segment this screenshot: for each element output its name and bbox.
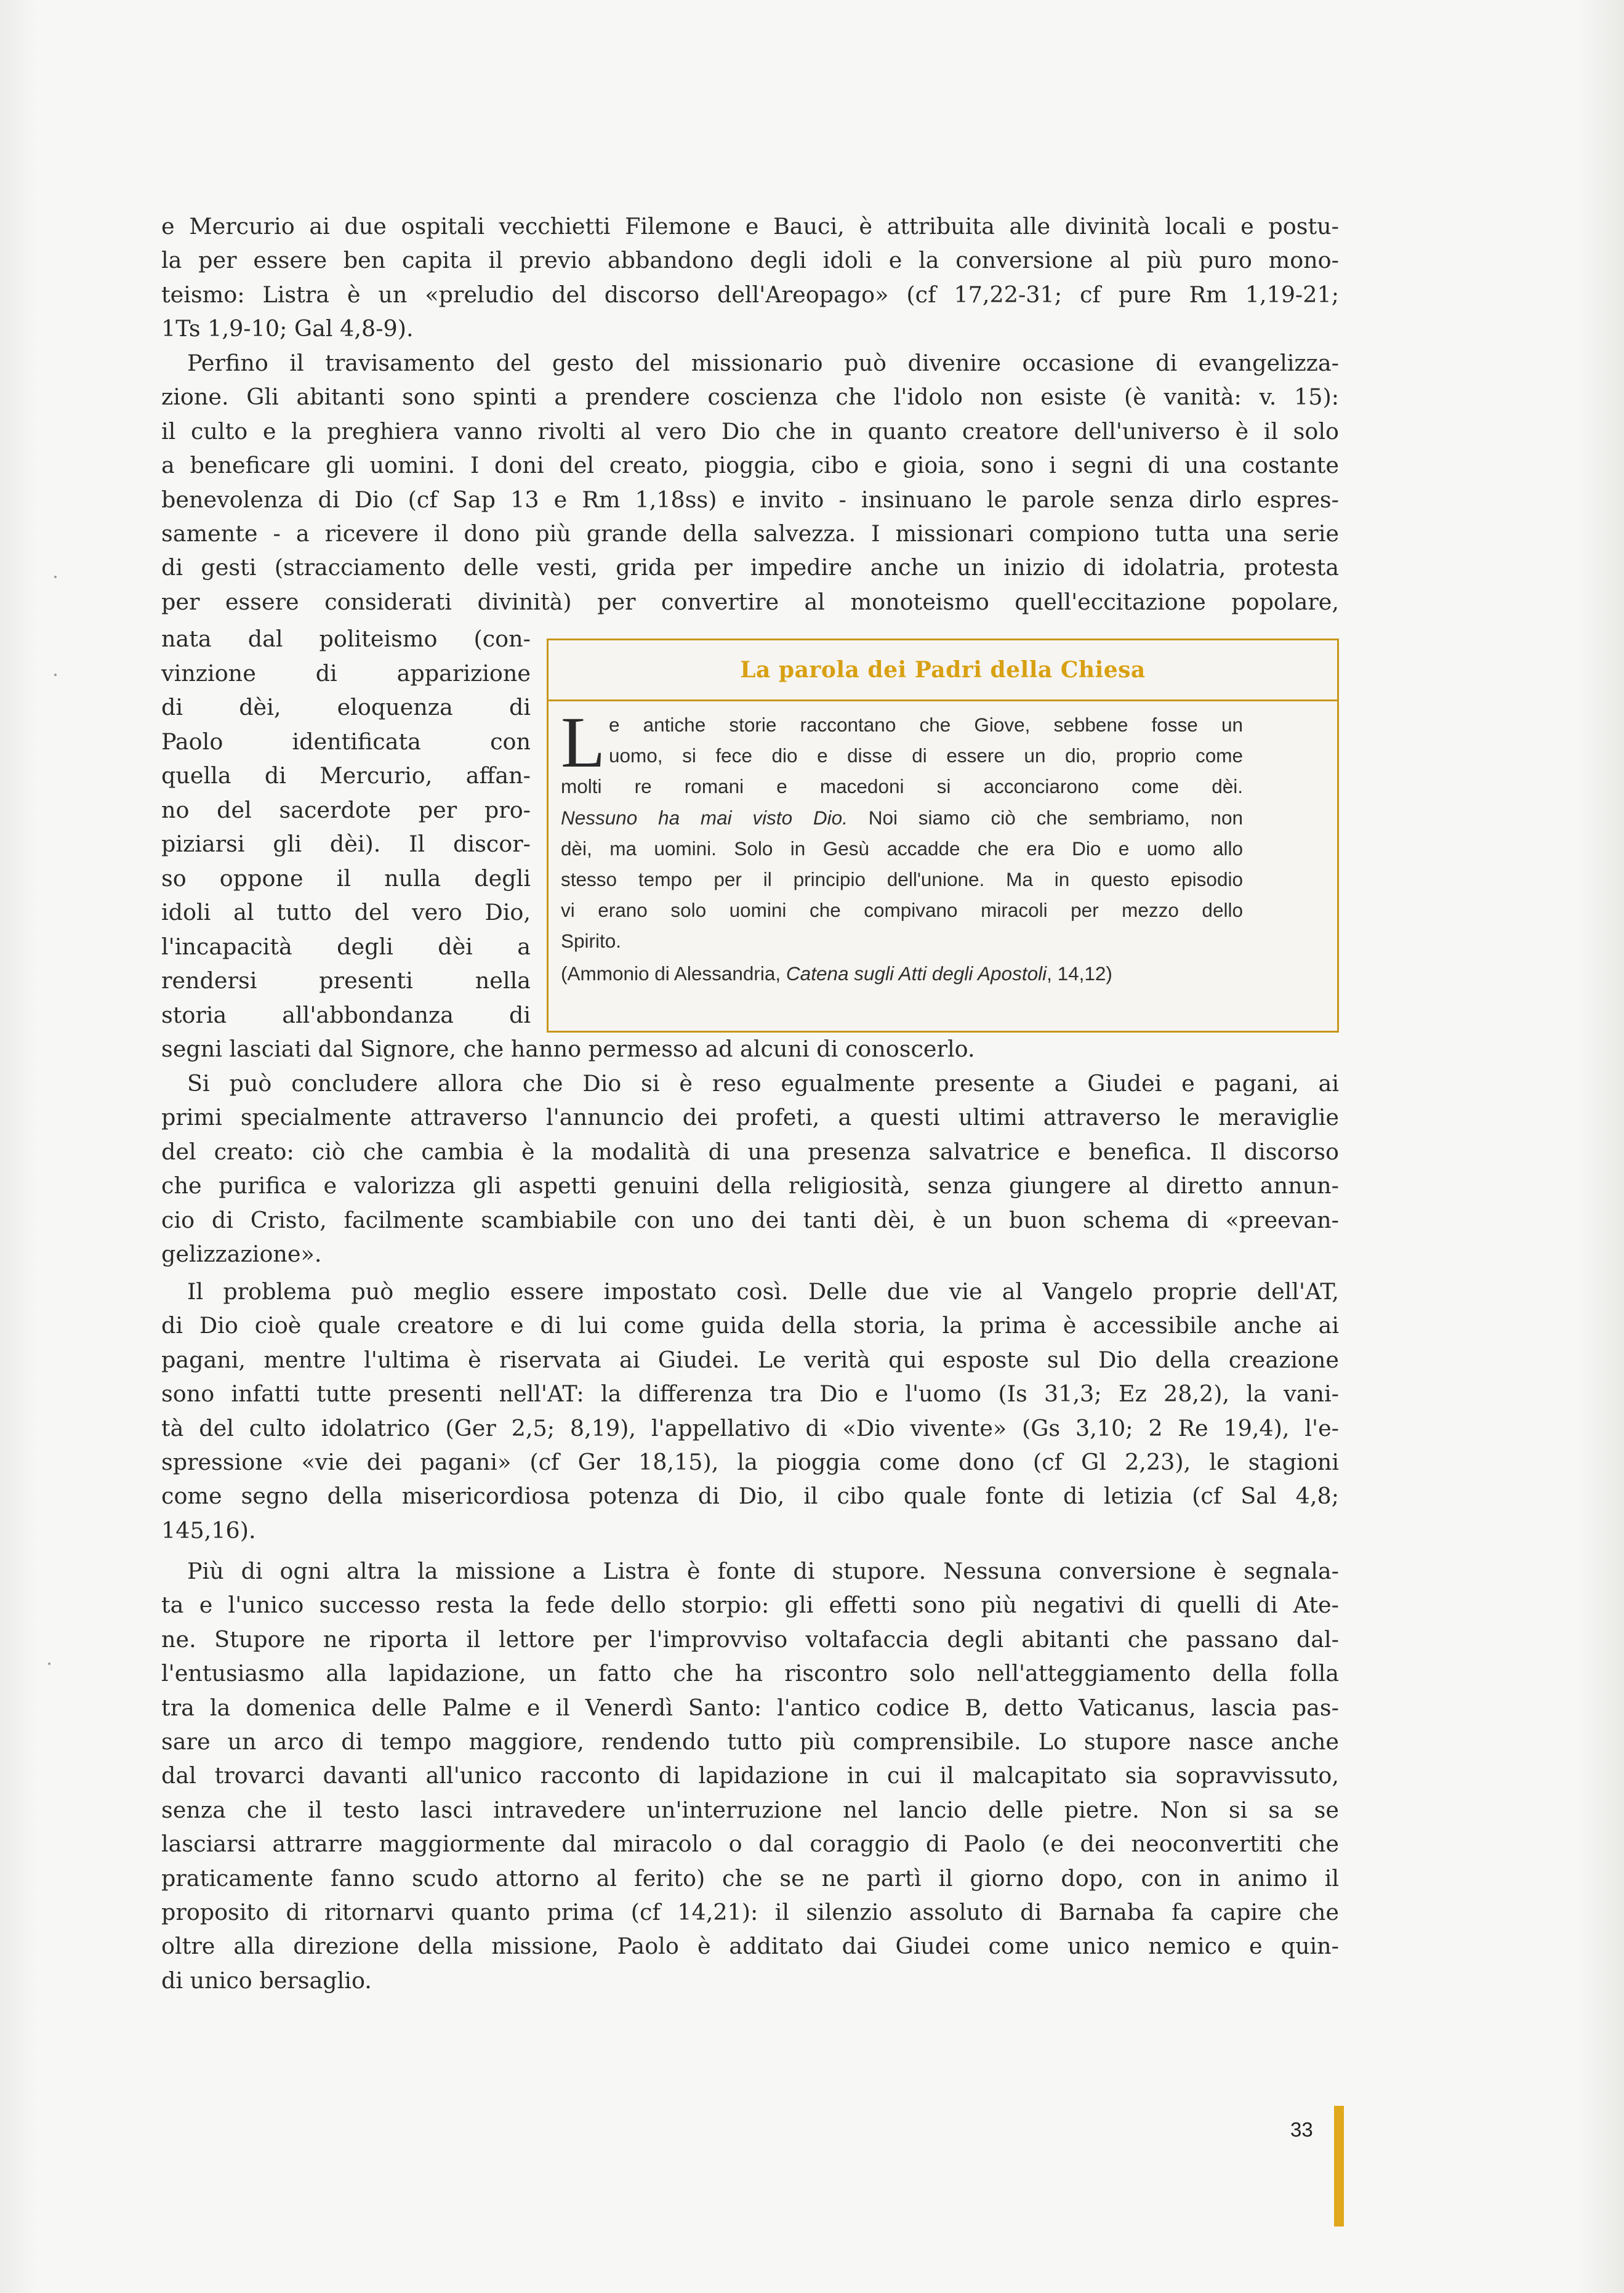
body-line: lasciarsi attrarre maggiormente dal miracolo o dal coraggio di Paolo (e dei neoconvertiti che bbox=[161, 1831, 1339, 1858]
scan-speck bbox=[48, 1662, 50, 1665]
sidebar-quote bbox=[561, 702, 1243, 989]
body-line: Il problema può meglio essere impostato così. Delle due vie al Vangelo proprie dell'AT, bbox=[187, 1278, 1339, 1305]
body-line: vinzione di apparizione bbox=[161, 659, 531, 687]
body-line: il culto e la preghiera vanno rivolti al vero Dio che in quanto creatore dell'universo è il solo bbox=[161, 417, 1339, 445]
body-line: l'incapacità degli dèi a bbox=[161, 933, 531, 960]
sidebar-citation: (Ammonio di Alessandria, Catena sugli Atti degli Apostoli, 14,12) bbox=[561, 962, 1112, 985]
scan-speck bbox=[54, 674, 57, 676]
body-line: sono infatti tutte presenti nell'AT: la differenza tra Dio e l'uomo (Is 31,3; Ez 28,2), la vani- bbox=[161, 1380, 1339, 1408]
body-line: proposito di ritornarvi quanto prima (cf 14,21): il silenzio assoluto di Barnaba fa capire che bbox=[161, 1899, 1339, 1926]
body-line: ne. Stupore ne riporta il lettore per l'improvviso voltafaccia degli abitanti che passano dal- bbox=[161, 1626, 1339, 1653]
body-line: ta e l'unico successo resta la fede dello storpio: gli effetti sono più negativi di quelli di Ate- bbox=[161, 1592, 1339, 1619]
body-line: gelizzazione». bbox=[161, 1241, 322, 1268]
paragraph-5 bbox=[161, 1554, 1339, 1997]
body-line: idoli al tutto del vero Dio, bbox=[161, 899, 531, 925]
body-line: che purifica e valorizza gli aspetti genuini della religiosità, senza giungere al diretto annun- bbox=[161, 1172, 1339, 1199]
body-line: zione. Gli abitanti sono spinti a prendere coscienza che l'idolo non esiste (è vanità: v. 15): bbox=[161, 384, 1339, 411]
body-line: tà del culto idolatrico (Ger 2,5; 8,19), l'appellativo di «Dio vivente» (Gs 3,10; 2 Re 19,4), l'e- bbox=[161, 1414, 1339, 1441]
page-marker-strip bbox=[1334, 2106, 1344, 2227]
sidebar-line: Nessuno ha mai visto Dio. Noi siamo ciò che sembriamo, non bbox=[561, 806, 1243, 829]
sidebar-line: vi erano solo uomini che compivano miracoli per mezzo dello bbox=[561, 899, 1243, 922]
body-line: storia all'abbondanza di bbox=[161, 1001, 531, 1028]
sidebar-line: molti re romani e macedoni si acconciarono come dèi. bbox=[561, 775, 1243, 798]
body-line: piziarsi gli dèi). Il discor- bbox=[161, 831, 531, 857]
body-line: Perfino il travisamento del gesto del missionario può divenire occasione di evangelizza- bbox=[187, 350, 1339, 376]
body-line: Più di ogni altra la missione a Listra è fonte di stupore. Nessuna conversione è segnala- bbox=[187, 1558, 1339, 1584]
body-line: samente - a ricevere il dono più grande della salvezza. I missionari compiono tutta una serie bbox=[161, 520, 1339, 547]
page-number: 33 bbox=[1290, 2118, 1313, 2141]
body-line: e Mercurio ai due ospitali vecchietti Filemone e Bauci, è attribuita alle divinità locali e postu- bbox=[161, 213, 1339, 240]
body-line: del creato: ciò che cambia è la modalità di una presenza salvatrice e benefica. Il discorso bbox=[161, 1138, 1339, 1165]
body-line: per essere considerati divinità) per convertire al monoteismo quell'eccitazione popolare, bbox=[161, 588, 1339, 615]
sidebar-line: e antiche storie raccontano che Giove, sebbene fosse un bbox=[609, 714, 1243, 736]
body-line: di Dio cioè quale creatore e di lui come guida della storia, la prima è accessibile anche ai bbox=[161, 1312, 1339, 1339]
body-line: la per essere ben capita il previo abbandono degli idoli e la conversione al più puro mono- bbox=[161, 247, 1339, 274]
scan-speck bbox=[54, 576, 57, 578]
sidebar-line: Spirito. bbox=[561, 930, 622, 953]
body-line: l'entusiasmo alla lapidazione, un fatto che ha riscontro solo nell'atteggiamento della folla bbox=[161, 1660, 1339, 1687]
body-line: nata dal politeismo (con- bbox=[161, 626, 531, 652]
body-line: benevolenza di Dio (cf Sap 13 e Rm 1,18ss) e invito - insinuano le parole senza dirlo espres- bbox=[161, 486, 1339, 513]
body-line: no del sacerdote per pro- bbox=[161, 796, 531, 823]
body-line: sare un arco di tempo maggiore, rendendo tutto più comprensibile. Lo stupore nasce anche bbox=[161, 1728, 1339, 1755]
body-line: a beneficare gli uomini. I doni del creato, pioggia, cibo e gioia, sono i segni di una costante bbox=[161, 452, 1339, 479]
paragraph-2-end bbox=[161, 1032, 1339, 1066]
body-line: Si può concludere allora che Dio si è reso egualmente presente a Giudei e pagani, ai bbox=[187, 1070, 1339, 1097]
drop-cap: L bbox=[561, 702, 606, 783]
body-line: di dèi, eloquenza di bbox=[161, 694, 531, 720]
body-line: praticamente fanno scudo attorno al ferito) che se ne partì il giorno dopo, con in animo il bbox=[161, 1864, 1339, 1892]
body-line: spressione «vie dei pagani» (cf Ger 18,15), la pioggia come dono (cf Gl 2,23), le stagioni bbox=[161, 1449, 1339, 1476]
body-line: come segno della misericordiosa potenza di Dio, il cibo quale fonte di letizia (cf Sal 4,8; bbox=[161, 1483, 1339, 1510]
body-line: 145,16). bbox=[161, 1517, 256, 1544]
body-line: quella di Mercurio, affan- bbox=[161, 762, 531, 789]
body-line: di gesti (stracciamento delle vesti, grida per impedire anche un inizio di idolatria, protesta bbox=[161, 554, 1339, 581]
sidebar-box bbox=[547, 639, 1339, 1033]
body-line: rendersi presenti nella bbox=[161, 967, 531, 994]
body-line: primi specialmente attraverso l'annuncio dei profeti, a questi ultimi attraverso le meraviglie bbox=[161, 1104, 1339, 1131]
sidebar-line: dèi, ma uomini. Solo in Gesù accadde che era Dio e uomo allo bbox=[561, 837, 1243, 860]
body-line: di unico bersaglio. bbox=[161, 1967, 372, 1994]
body-line: cio di Cristo, facilmente scambiabile con uno dei tanti dèi, è un buon schema di «preevan- bbox=[161, 1206, 1339, 1233]
paragraph-3 bbox=[161, 1066, 1339, 1271]
body-line: segni lasciati dal Signore, che hanno permesso ad alcuni di conoscerlo. bbox=[161, 1036, 975, 1062]
body-line: dal trovarci davanti all'unico racconto di lapidazione in cui il malcapitato sia sopravvissuto, bbox=[161, 1762, 1339, 1789]
sidebar-line: uomo, si fece dio e disse di essere un dio, proprio come bbox=[609, 744, 1243, 767]
paragraph-2-wrapped-column bbox=[161, 622, 531, 1032]
paragraph-4 bbox=[161, 1275, 1339, 1547]
paragraph-1 bbox=[161, 209, 1339, 346]
sidebar-title: La parola dei Padri della Chiesa bbox=[549, 640, 1337, 701]
paragraph-2 bbox=[161, 346, 1339, 619]
body-line: pagani, mentre l'ultima è riservata ai Giudei. Le verità qui esposte sul Dio della creazione bbox=[161, 1346, 1339, 1373]
body-line: teismo: Listra è un «preludio del discorso dell'Areopago» (cf 17,22-31; cf pure Rm 1,19-21; bbox=[161, 281, 1339, 308]
body-line: tra la domenica delle Palme e il Venerdì Santo: l'antico codice B, detto Vaticanus, lascia pas- bbox=[161, 1694, 1339, 1721]
body-line: senza che il testo lasci intravedere un'interruzione nel lancio delle pietre. Non si sa se bbox=[161, 1796, 1339, 1823]
body-line: Paolo identificata con bbox=[161, 728, 531, 755]
body-line: 1Ts 1,9-10; Gal 4,8-9). bbox=[161, 315, 414, 342]
sidebar-line: stesso tempo per il principio dell'unione. Ma in questo episodio bbox=[561, 868, 1243, 891]
body-line: oltre alla direzione della missione, Paolo è additato dai Giudei come unico nemico e quin- bbox=[161, 1933, 1339, 1960]
body-line: so oppone il nulla degli bbox=[161, 864, 531, 892]
